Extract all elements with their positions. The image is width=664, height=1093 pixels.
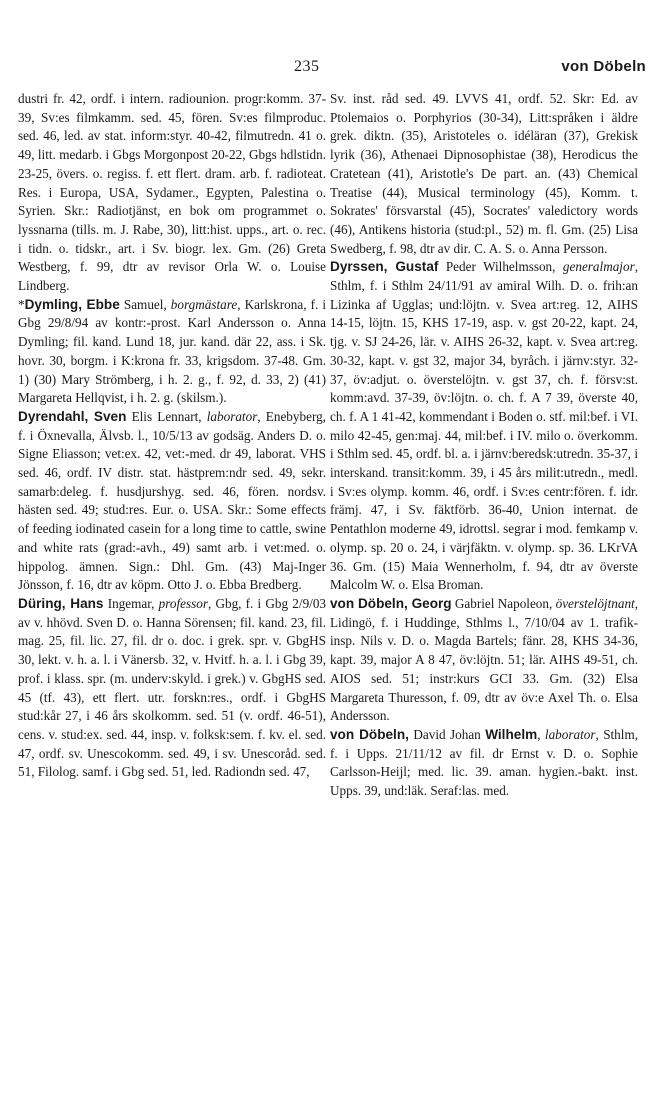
entry-call-name: Wilhelm bbox=[485, 726, 538, 742]
entry-title: överstelöjtnant bbox=[555, 595, 635, 611]
entry-surname: von Döbeln, bbox=[330, 726, 409, 742]
continuation-text: Sv. inst. råd sed. 49. LVVS 41, ordf. 52. Skr: Ed. av Ptolemaios o. Porphyrios (30-34), Litt:språken i äldre grek. diktn. (35), Aristoteles o. idéläran (37), Grekisk lyrik (36), Athenaei Dipnosophistae (38), Herodicus the Cratetean (41), Aristotle's De part. an. (43) Chemical Treatise (44), Musical terminology (45), Komm. t. Sokrates' försvarstal (45), Socrates' valedictory words (46), Antikens historia (stud:pl., 52) m. fl. Gm. (25) Lisa Swedberg, f. 98, dtr av dir. C. A. S. o. Anna Persson. bbox=[330, 91, 638, 256]
entry-text: , Gbg, f. i Gbg 2/9/03 av v. hhövd. Sven D. o. Hanna Sörensen; fil. kand. 23, fil. mag. 25, fil. lic. 27, fil. dr o. doc. i grek. spr. v. GbgHS 30, lekt. v. h. a. l. i Vänersb. 32, v. Hvitf. h. a. l. i Gbg 39, prof. i klass. spr. (m. underv:skyld. i grek.) v. GbgHS sed. 45 (tf. 43), ett flert. utr. forskn:res., ordf. i GbgHS stud:kår 27, i 46 års skolkomm. sed. 51 (v. ordf. 46-51), cens. v. stud:ex. sed. 44, insp. v. folksk:sem. f. kv. el. sed. 47, ordf. sv. Unescokomm. sed. 49, i sv. Unescoråd. sed. 51, Filolog. samf. i Gbg sed. 51, led. Radiondn sed. 47, bbox=[18, 595, 327, 780]
entry-given-names: David Johan bbox=[408, 726, 486, 742]
entry-title: professor bbox=[158, 595, 208, 611]
entry-title: generalmajor bbox=[562, 259, 635, 275]
entry-surname: Dymling, Ebbe bbox=[24, 296, 120, 312]
entry-given-names: Elis Lennart, bbox=[126, 408, 207, 424]
entry-text: , Sthlm, f. i Sthlm 24/11/91 av amiral Wilh. D. o. frih:an Lizinka af Ugglas; und:löjtn. v. Svea art:reg. 12, AIHS 14-15, löjtn. 15, KHS 17-19, asp. v. gst 20-22, kapt. 24, tjg. v. SJ 24-26, lär. v. AIHS 26-32, kapt. v. Svea art:reg. 30-32, kapt. v. gst 32, major 34, byråch. i järnv:styr. 32-37, öv:adjut. o. överstelöjtn. v. gst 37, ch. f. försv:st. komm:avd. 37-39, öv:löjtn. o. ch. f. A 7 39, överste 40, ch. f. A 1 41-42, kommendant i Boden o. stf. mil:bef. i VI. milo 42-45, gen:maj. 44, mil:bef. i IV. milo o. överkomm. i Sthlm sed. 45, ordf. bl. a. i järnv:beredsk:utredn. 35-37, i interskand. transit:komm. 39, i 45 års milit:utredn., medl. i Sv:es olymp. komm. 46, ordf. i Sv:es centr:fören. f. idr. främj. 47, i Sv. fäktförb. 36-40, Union internat. de Pentathlon moderne 49, idrottsl. segrar i mod. femkamp v. olymp. sp. 20 o. 24, i värjfäktn. v. olymp. sp. 36. LKrVA 36. Gm. (15) Maia Wennerholm, f. 94, dtr av överste Malcolm W. o. Elsa Broman. bbox=[330, 259, 638, 593]
page-number: 235 bbox=[294, 58, 320, 75]
right-column bbox=[330, 90, 638, 801]
left-column bbox=[18, 90, 326, 782]
entry-text: , Karlskrona, f. i Gbg 29/8/94 av kontr:-prost. Karl Andersson o. Anna Dymling; fil. kand. Lund 18, jur. kand. där 22, ass. i Sk. hovr. 30, borgm. i K:krona fr. 33, krigsdom. 37-48. Gm. 1) (30) Mary Strömberg, i h. 2. g., f. 92, d. 33, 2) (41) Margareta Hellqvist, i h. 2. g. (skilsm.). bbox=[18, 296, 326, 406]
entry-given-names: Gabriel Napoleon, bbox=[451, 595, 556, 611]
entry-text: , Sthlm, f. i Upps. 21/11/12 av fil. dr Ernst v. D. o. Sophie Carlsson-Heijl; med. lic. 39. aman. hygien.-bakt. inst. Upps. 39, und:läk. Seraf:las. med. bbox=[330, 726, 638, 799]
entry-title: laborator bbox=[544, 726, 596, 742]
entry-title: laborator bbox=[206, 408, 258, 424]
entry-title: borgmästare bbox=[170, 296, 238, 312]
entry-von-dobeln-georg bbox=[330, 595, 638, 726]
entry-von-dobeln-wilhelm: von Döbeln, David Johan Wilhelm, laborator, Sthlm, f. i Upps. 21/11/12 av fil. dr Ernst v. D. o. Sophie Carlsson-Heijl; med. lic. 39. aman. hygien.-bakt. inst. Upps. 39, und:läk. Seraf:las. med. bbox=[330, 726, 638, 799]
entry-surname: Dyrssen, Gustaf bbox=[330, 259, 439, 275]
page-header bbox=[0, 58, 664, 82]
entry-dymling bbox=[18, 296, 326, 408]
entry-text: , Enebyberg, f. i Öxnevalla, Älvsb. l., 10/5/13 av godsäg. Anders D. o. Signe Eliasson; vet:ex. 42, vet:-med. dr 49, laborat. VHS sed. 46, ordf. IV distr. stat. hästprem:ndr sed. 49, sekr. samarb:deleg. f. husdjurshyg. sed. 46, fören. nordsv. hästen sed. 49; stud:res. Eur. o. USA. Skr.: Some effects of feeding iodinated casein for a long time to cattle, swine and white rats (grad:-avh., 49) samt arb. i vet:med. o. hippolog. ämnen. Sign.: Dhl. Gm. (43) Maj-Inger Jönsson, f. 16, dtr av köpm. Otto J. o. Ebba Bredberg. bbox=[18, 408, 326, 593]
entry-text: , Lidingö, f. i Huddinge, Sthlms l., 7/10/04 av 1. trafik-insp. Nils v. D. o. Magda Bartels; fänr. 28, KHS 34-36, kapt. 39, major A 8 47, öv:löjtn. 51; lär. AIHS 49-51, ch. AIOS sed. 51; instr:kurs GCI 33. Gm. (32) Elsa Margareta Thuresson, f. 09, dtr av öv:e Axel Th. o. Elsa Andersson. bbox=[330, 595, 639, 724]
entry-marker: * bbox=[18, 296, 25, 312]
continuation-text: dustri fr. 42, ordf. i intern. radiounion. progr:komm. 37-39, Sv:es filmkamm. sed. 45, fören. Sv:es filmproduc. sed. 46, led. av stat. inform:styr. 40-42, filmutredn. 41 o. 49, litt. medarb. i Gbgs Morgonpost 20-22, Gbgs hdlstidn. 23-25, övers. o. regiss. f. ett flert. dram. arb. f. radioteat. Res. i Europa, USA, Sydamer., Egypten, Palestina o. Syrien. Skr.: Radiotjänst, en bok om programmet o. lyssnarna (tills. m. J. Rabe, 30), litt:hist. upps., art. o. rec. i tidn. o. tidskr., art. i Sv. biogr. lex. Gm. (26) Greta Westberg, f. 99, dtr av revisor Orla W. o. Louise Lindberg. bbox=[18, 91, 326, 294]
entry-dyrendahl bbox=[18, 408, 326, 595]
entry-dyrssen bbox=[330, 258, 638, 595]
running-head: von Döbeln bbox=[561, 58, 646, 75]
entry-surname: Düring, Hans bbox=[18, 595, 104, 611]
entry-surname: Dyrendahl, Sven bbox=[18, 408, 127, 424]
entry-during bbox=[18, 595, 326, 782]
entry-given-names: Samuel, bbox=[119, 296, 171, 312]
entry-given-names: Ingemar, bbox=[103, 595, 159, 611]
entry-given-names: Peder Wilhelmsson, bbox=[438, 259, 563, 275]
entry-surname: von Döbeln, Georg bbox=[330, 595, 452, 611]
